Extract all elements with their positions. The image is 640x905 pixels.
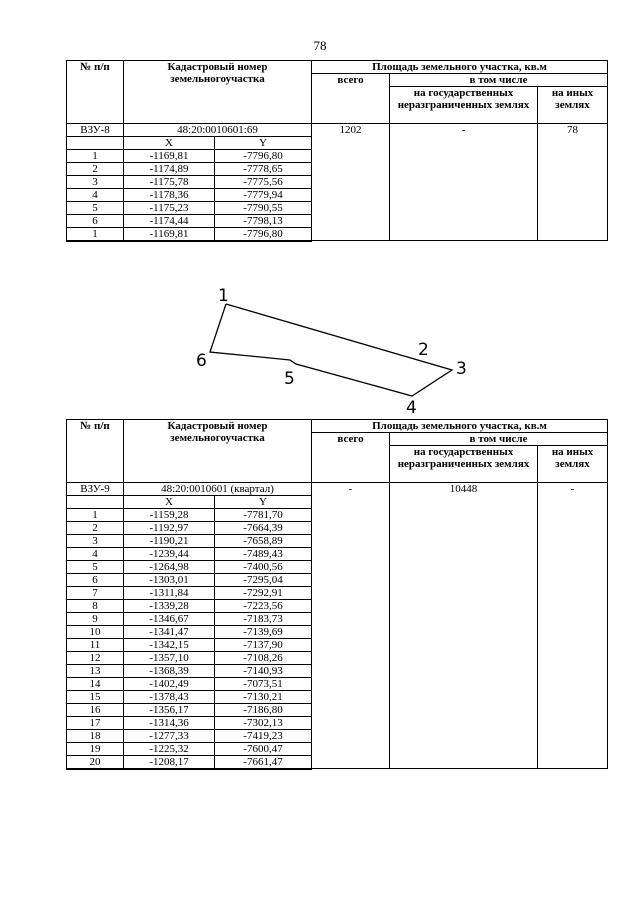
- point-y: -7664,39: [215, 522, 312, 535]
- point-number: 20: [67, 756, 124, 769]
- coord-header-x: X: [124, 137, 215, 150]
- point-x: -1277,33: [124, 730, 215, 743]
- header-state-lands: на государственных неразграниченных землях: [390, 87, 538, 124]
- empty-cell: [67, 769, 124, 770]
- point-number: 6: [67, 574, 124, 587]
- point-x: -1175,23: [124, 202, 215, 215]
- point-x: -1225,32: [124, 743, 215, 756]
- point-x: -1303,01: [124, 574, 215, 587]
- sketch-label-5: 5: [284, 369, 295, 389]
- point-number: 5: [67, 202, 124, 215]
- point-y: -7073,51: [215, 678, 312, 691]
- area-other-lands: -: [538, 483, 608, 769]
- coord-header-y: Y: [215, 496, 312, 509]
- cadastral-number: 48:20:0010601 (квартал): [124, 483, 312, 496]
- point-number: 12: [67, 652, 124, 665]
- header-including: в том числе: [390, 433, 608, 446]
- point-number: 8: [67, 600, 124, 613]
- point-number: 4: [67, 189, 124, 202]
- point-y: -7798,13: [215, 215, 312, 228]
- point-number: 10: [67, 626, 124, 639]
- point-number: 6: [67, 215, 124, 228]
- point-y: -7796,80: [215, 150, 312, 163]
- point-x: -1190,21: [124, 535, 215, 548]
- point-y: -7796,80: [215, 228, 312, 241]
- point-number: 13: [67, 665, 124, 678]
- point-y: -7183,73: [215, 613, 312, 626]
- point-y: -7419,23: [215, 730, 312, 743]
- point-y: -7661,47: [215, 756, 312, 769]
- point-number: 15: [67, 691, 124, 704]
- point-number: 17: [67, 717, 124, 730]
- point-number: 3: [67, 535, 124, 548]
- point-x: -1169,81: [124, 150, 215, 163]
- empty-cell: [124, 241, 215, 242]
- coord-header-x: X: [124, 496, 215, 509]
- point-number: 7: [67, 587, 124, 600]
- header-number: № п/п: [67, 61, 124, 124]
- point-number: 2: [67, 522, 124, 535]
- point-number: 19: [67, 743, 124, 756]
- sketch-label-6: 6: [196, 351, 207, 371]
- header-total: всего: [312, 74, 390, 124]
- point-x: -1341,47: [124, 626, 215, 639]
- area-total: 1202: [312, 124, 390, 241]
- empty-cell: [124, 769, 215, 770]
- sketch-label-4: 4: [406, 398, 417, 414]
- page-number: 78: [313, 38, 327, 53]
- plot-table-vzu-9: [66, 419, 608, 770]
- area-state-lands: -: [390, 124, 538, 241]
- point-x: -1192,97: [124, 522, 215, 535]
- header-area: Площадь земельного участка, кв.м: [312, 420, 608, 433]
- area-state-lands: 10448: [390, 483, 538, 769]
- plot-sketch: [190, 284, 480, 414]
- point-y: -7292,91: [215, 587, 312, 600]
- point-x: -1346,67: [124, 613, 215, 626]
- plot-id: ВЗУ-9: [67, 483, 124, 496]
- plot-id: ВЗУ-8: [67, 124, 124, 137]
- point-number: 1: [67, 150, 124, 163]
- point-y: -7140,93: [215, 665, 312, 678]
- header-cadastral: Кадастровый номер земельногоучастка: [124, 61, 312, 124]
- point-number: 3: [67, 176, 124, 189]
- area-total: -: [312, 483, 390, 769]
- sketch-label-3: 3: [456, 359, 467, 379]
- empty-cell: [67, 496, 124, 509]
- empty-cell: [215, 241, 312, 242]
- point-number: 4: [67, 548, 124, 561]
- point-y: -7778,65: [215, 163, 312, 176]
- point-number: 1: [67, 509, 124, 522]
- point-y: -7779,94: [215, 189, 312, 202]
- point-x: -1178,36: [124, 189, 215, 202]
- point-x: -1357,10: [124, 652, 215, 665]
- point-y: -7600,47: [215, 743, 312, 756]
- point-y: -7130,21: [215, 691, 312, 704]
- plot-table-vzu-8: [66, 60, 608, 242]
- point-x: -1356,17: [124, 704, 215, 717]
- point-x: -1174,89: [124, 163, 215, 176]
- plot-outline: [210, 304, 452, 396]
- coord-header-y: Y: [215, 137, 312, 150]
- point-y: -7781,70: [215, 509, 312, 522]
- point-number: 9: [67, 613, 124, 626]
- point-x: -1174,44: [124, 215, 215, 228]
- point-y: -7139,69: [215, 626, 312, 639]
- point-x: -1264,98: [124, 561, 215, 574]
- point-number: 11: [67, 639, 124, 652]
- point-number: 18: [67, 730, 124, 743]
- point-x: -1402,49: [124, 678, 215, 691]
- point-y: -7108,26: [215, 652, 312, 665]
- point-y: -7302,13: [215, 717, 312, 730]
- point-y: -7790,55: [215, 202, 312, 215]
- empty-cell: [67, 137, 124, 150]
- point-y: -7186,80: [215, 704, 312, 717]
- point-number: 14: [67, 678, 124, 691]
- point-x: -1339,28: [124, 600, 215, 613]
- point-number: 1: [67, 228, 124, 241]
- point-x: -1239,44: [124, 548, 215, 561]
- point-x: -1311,84: [124, 587, 215, 600]
- header-other-lands: на иных землях: [538, 87, 608, 124]
- point-number: 5: [67, 561, 124, 574]
- empty-cell: [215, 769, 312, 770]
- sketch-label-1: 1: [218, 286, 229, 306]
- header-number: № п/п: [67, 420, 124, 483]
- point-x: -1159,28: [124, 509, 215, 522]
- point-x: -1314,36: [124, 717, 215, 730]
- point-y: -7400,56: [215, 561, 312, 574]
- sketch-label-2: 2: [418, 340, 429, 360]
- point-x: -1368,39: [124, 665, 215, 678]
- area-other-lands: 78: [538, 124, 608, 241]
- point-x: -1175,78: [124, 176, 215, 189]
- point-x: -1208,17: [124, 756, 215, 769]
- point-x: -1378,43: [124, 691, 215, 704]
- empty-cell: [67, 241, 124, 242]
- point-y: -7295,04: [215, 574, 312, 587]
- header-including: в том числе: [390, 74, 608, 87]
- cadastral-number: 48:20:0010601:69: [124, 124, 312, 137]
- point-y: -7223,56: [215, 600, 312, 613]
- header-total: всего: [312, 433, 390, 483]
- header-other-lands: на иных землях: [538, 446, 608, 483]
- point-number: 16: [67, 704, 124, 717]
- point-x: -1169,81: [124, 228, 215, 241]
- point-y: -7137,90: [215, 639, 312, 652]
- header-area: Площадь земельного участка, кв.м: [312, 61, 608, 74]
- header-state-lands: на государственных неразграниченных землях: [390, 446, 538, 483]
- point-y: -7775,56: [215, 176, 312, 189]
- point-y: -7658,89: [215, 535, 312, 548]
- point-number: 2: [67, 163, 124, 176]
- point-y: -7489,43: [215, 548, 312, 561]
- point-x: -1342,15: [124, 639, 215, 652]
- header-cadastral: Кадастровый номер земельногоучастка: [124, 420, 312, 483]
